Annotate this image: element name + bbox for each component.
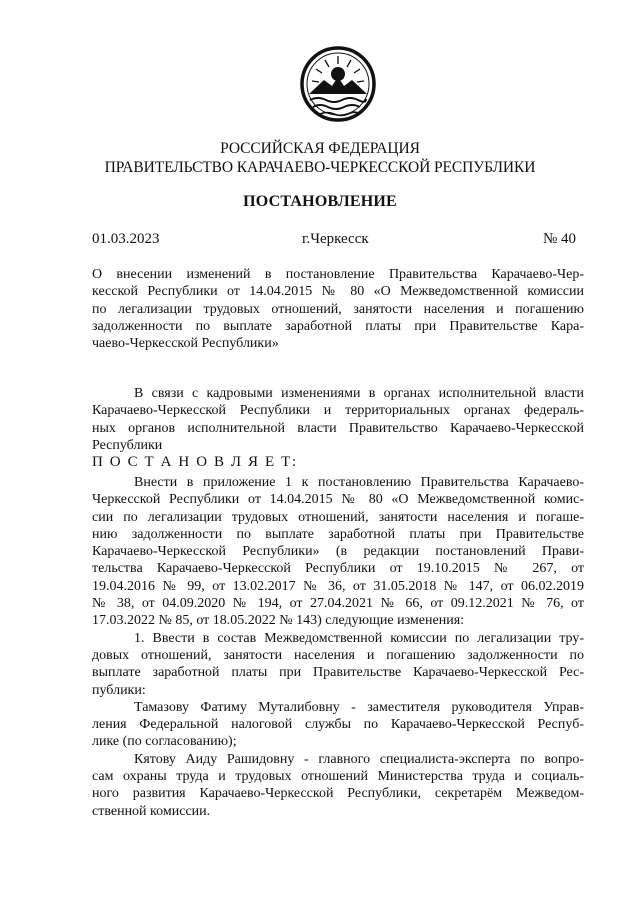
body-line: ного развития Карачаево-Черкесской Республики, секретарём Межведом- [92,786,584,802]
preamble-line: ных органов исполнительной власти Правительство Карачаево-Черкесской [92,420,584,436]
body-line: выплате заработной платы при Правительстве Карачаево-Черкесской Рес- [92,665,584,681]
resolves-heading: П О С Т А Н О В Л Я Е Т: [92,454,298,471]
subject-line: кесской Республики от 14.04.2015 № 80 «О Межведомственной комиссии [92,284,584,300]
subject-line: задолженности по выплате заработной платы при Правительстве Кара- [92,318,584,334]
government-heading: ПРАВИТЕЛЬСТВО КАРАЧАЕВО-ЧЕРКЕССКОЙ РЕСПУБЛИКИ [104,159,536,176]
body-line: 19.04.2016 № 99, от 13.02.2017 № 36, от 31.05.2018 № 147, от 06.02.2019 [92,578,584,594]
body-line: Кятову Аиду Рашидовну - главного специалиста-эксперта по вопро- [134,751,584,767]
body-line: лике (по согласованию); [92,734,237,750]
document-number: № 40 [543,231,577,247]
document-date: 01.03.2023 [92,231,160,247]
document-city: г.Черкесск [302,231,369,247]
body-line: нию задолженности по выплате заработной платы при Правительстве [92,526,584,542]
body-line: ственной комиссии. [92,803,211,819]
body-line: 1. Ввести в состав Межведомственной комиссии по легализации тру- [134,630,584,646]
body-line: тельства Карачаево-Черкесской Республики от 19.10.2015 № 267, от [92,561,584,577]
preamble-line: Карачаево-Черкесской Республики и территориальных органах федераль- [92,403,584,419]
body-line: Черкесской Республики от 14.04.2015 № 80 «О Межведомственной комис- [92,492,584,508]
body-line: 17.03.2022 № 85, от 18.05.2022 № 143) следующие изменения: [92,613,465,629]
body-line: ления Федеральной налоговой службы по Карачаево-Черкесской Респуб- [92,717,584,733]
body-line: довых отношений, занятости населения и погашению задолженности по [92,647,584,663]
subject-line: О внесении изменений в постановление Правительства Карачаево-Чер- [92,267,584,282]
body-line: публики: [92,682,146,698]
document-title: ПОСТАНОВЛЕНИЕ [243,193,397,210]
body-line: сам охраны труда и трудовых отношений Министерства труда и социаль- [92,769,584,785]
document-preamble [92,385,584,471]
document-subject [92,266,584,352]
subject-line: чаево-Черкесской Республики» [92,336,279,352]
body-line: № 38, от 04.09.2020 № 194, от 27.04.2021 № 66, от 09.12.2021 № 76, от [92,596,584,612]
preamble-line: В связи с кадровыми изменениями в органах исполнительной власти [134,386,584,401]
country-heading: РОССИЙСКАЯ ФЕДЕРАЦИЯ [220,140,420,157]
subject-line: по легализации трудовых отношений, занятости населения и погашению [92,301,584,317]
document-body [92,474,584,820]
body-line: Внести в приложение 1 к постановлению Правительства Карачаево- [134,475,584,490]
body-line: Карачаево-Черкесской Республики» (в редакции постановлений Прави- [92,544,584,560]
body-line: сии по легализации трудовых отношений, занятости населения и погаше- [92,509,584,525]
preamble-line: Республики [92,437,163,453]
body-line: Тамазову Фатиму Муталибовну - заместителя руководителя Управ- [134,699,584,715]
coat-of-arms-emblem-icon [298,44,378,124]
